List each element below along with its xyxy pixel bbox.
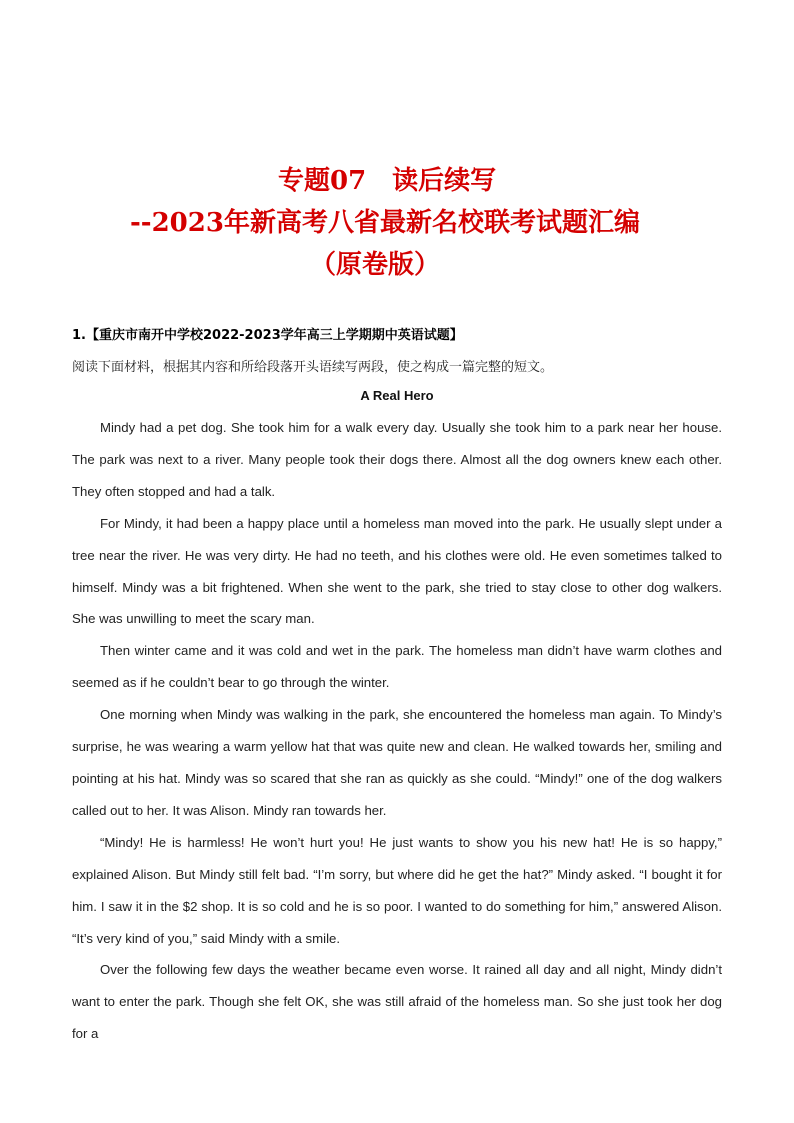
- title-line-1: 专题07 读后续写: [278, 166, 497, 196]
- question-header: 1.【重庆市南开中学校2022-2023学年高三上学期期中英语试题】: [72, 328, 463, 343]
- paragraph: Over the following few days the weather became even worse. It rained all day and all night, Mindy didn’t want to enter the park. Though she felt OK, she was still afraid of the homeless man. So she just took her dog for a: [72, 962, 722, 1042]
- paragraph: “Mindy! He is harmless! He won’t hurt you! He just wants to show you his new hat! He is so happy,” explained Alison. But Mindy still felt bad. “I’m sorry, but where did he get the hat?” Mindy asked. “I bought it for him. I saw it in the $2 shop. It is so cold and he is so poor. I wanted to do something for him,” answered Alison. “It’s very kind of you,” said Mindy with a smile.: [72, 834, 722, 946]
- story-body: [72, 412, 722, 1050]
- paragraph: One morning when Mindy was walking in the park, she encountered the homeless man again. To Mindy’s surprise, he was wearing a warm yellow hat that was quite new and clean. He walked towards her, smiling and pointing at his hat. Mindy was so scared that she ran as quickly as she could. “Mindy!” one of the dog walkers called out to her. It was Alison. Mindy ran towards her.: [72, 707, 722, 818]
- paragraph: For Mindy, it had been a happy place until a homeless man moved into the park. He usually slept under a tree near the river. He was very dirty. He had no teeth, and his clothes were old. He even sometimes talked to himself. Mindy was a bit frightened. When she went to the park, she tried to stay close to other dog walkers. She was unwilling to meet the scary man.: [72, 515, 722, 627]
- title-line-2: --2023年新高考八省最新名校联考试题汇编: [130, 208, 640, 238]
- paragraph: Then winter came and it was cold and wet in the park. The homeless man didn’t have warm clothes and seemed as if he couldn’t bear to go through the winter.: [72, 643, 722, 691]
- story-title: A Real Hero: [360, 388, 434, 403]
- paragraph: Mindy had a pet dog. She took him for a walk every day. Usually she took him to a park near her house. The park was next to a river. Many people took their dogs there. Almost all the dog owners knew each other. They often stopped and had a talk.: [72, 420, 722, 499]
- instruction-text: 阅读下面材料，根据其内容和所给段落开头语续写两段，使之构成一篇完整的短文。: [72, 360, 554, 375]
- title-block: [0, 160, 794, 286]
- title-line-3: （原卷版）: [310, 250, 441, 280]
